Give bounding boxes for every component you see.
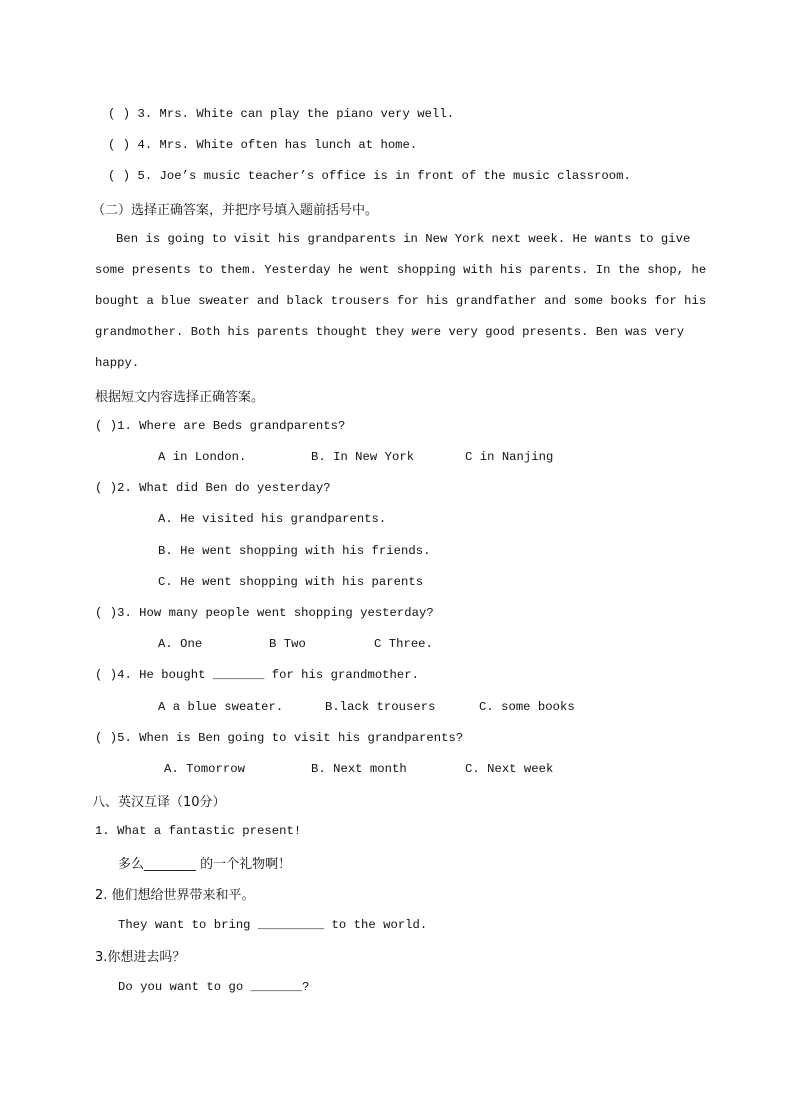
- question-4-option-b: B.lack trousers: [325, 700, 436, 714]
- question-1-option-a: A in London.: [158, 450, 247, 464]
- question-1-stem: ( )1. Where are Beds grandparents?: [95, 419, 346, 433]
- tf-item-4: ( ) 4. Mrs. White often has lunch at home.: [108, 138, 418, 152]
- question-3-option-a: A. One: [158, 637, 203, 651]
- translation-2-chinese: 2. 他们想给世界带来和平。: [95, 888, 255, 903]
- question-5-option-a: A. Tomorrow: [164, 762, 246, 776]
- question-2-option-a: A. He visited his grandparents.: [158, 512, 387, 526]
- question-2-option-b: B. He went shopping with his friends.: [158, 544, 431, 558]
- tf-item-3: ( ) 3. Mrs. White can play the piano very well.: [108, 107, 455, 121]
- passage-line-1: Ben is going to visit his grandparents in New York next week. He wants to give: [116, 232, 691, 246]
- translation-2-english: They want to bring _________ to the world.: [118, 918, 428, 932]
- question-4-option-a: A a blue sweater.: [158, 700, 284, 714]
- question-3-stem: ( )3. How many people went shopping yesterday?: [95, 606, 434, 620]
- tf-item-5: ( ) 5. Joe’s music teacher’s office is in front of the music classroom.: [108, 169, 631, 183]
- passage-line-4: grandmother. Both his parents thought they were very good presents. Ben was very: [95, 325, 685, 339]
- question-4-option-c: C. some books: [479, 700, 575, 714]
- translation-1-english: 1. What a fantastic present!: [95, 824, 302, 838]
- passage-line-5: happy.: [95, 356, 140, 370]
- passage-line-2: some presents to them. Yesterday he went shopping with his parents. In the shop, he: [95, 263, 707, 277]
- translation-3-chinese: 3.你想进去吗？: [95, 950, 186, 965]
- question-2-stem: ( )2. What did Ben do yesterday?: [95, 481, 331, 495]
- translation-1-chinese: 多么________ 的一个礼物啊！: [118, 857, 292, 872]
- question-4-stem: ( )4. He bought _______ for his grandmother.: [95, 668, 420, 682]
- passage-line-3: bought a blue sweater and black trousers for his grandfather and some books for his: [95, 294, 707, 308]
- reading-instruction: 根据短文内容选择正确答案。: [95, 390, 265, 405]
- question-2-option-c: C. He went shopping with his parents: [158, 575, 424, 589]
- translation-3-english: Do you want to go _______?: [118, 980, 310, 994]
- question-5-option-c: C. Next week: [465, 762, 554, 776]
- question-5-stem: ( )5. When is Ben going to visit his grandparents?: [95, 731, 464, 745]
- section-8-heading: 八、英汉互译（10分）: [92, 795, 226, 810]
- question-1-option-b: B. In New York: [311, 450, 415, 464]
- question-1-option-c: C in Nanjing: [465, 450, 554, 464]
- question-3-option-c: C Three.: [374, 637, 433, 651]
- section-2-heading: （二）选择正确答案，并把序号填入题前括号中。: [92, 203, 379, 218]
- question-5-option-b: B. Next month: [311, 762, 407, 776]
- question-3-option-b: B Two: [269, 637, 306, 651]
